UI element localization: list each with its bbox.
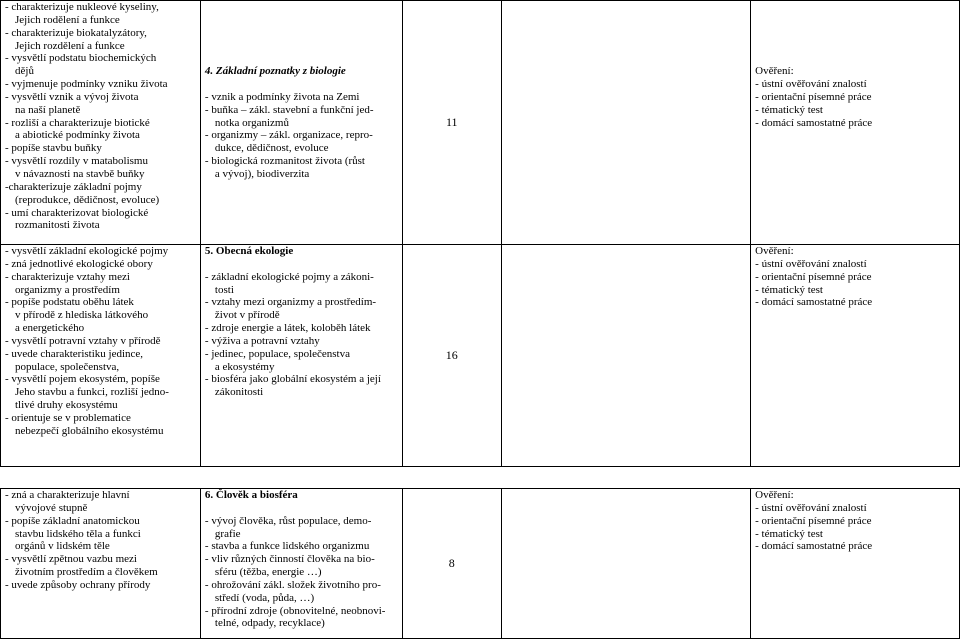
evaluation-line: - ústní ověřování znalostí [755, 257, 867, 270]
topic-line: - biosféra jako globální ekosystém a její [204, 373, 381, 386]
topic-title: 4. Základní poznatky z biologie [204, 65, 346, 78]
learning-outcomes-cell [1, 1, 201, 245]
topic-cell [200, 245, 402, 467]
empty-cell [501, 489, 750, 639]
outcome-line: - vysvětlí vznik a vývoj života [5, 90, 139, 103]
topic-line: tosti [214, 283, 234, 296]
outcome-line: a energetického [15, 322, 85, 335]
hours-cell: 11 [402, 1, 501, 245]
outcome-line: - charakterizuje vztahy mezi [5, 270, 130, 283]
evaluation-line: Ověření: [755, 489, 794, 501]
outcome-line: populace, společenstva, [15, 360, 120, 373]
learning-outcomes-cell [1, 245, 201, 467]
outcome-line: vývojové stupně [15, 501, 88, 514]
evaluation-line: - orientační písemné práce [755, 270, 872, 283]
outcome-line: a abiotické podmínky života [15, 129, 140, 142]
outcome-line: - charakterizuje biokatalyzátory, [5, 26, 147, 39]
outcome-line: - popíše stavbu buňky [5, 142, 102, 155]
topic-cell [200, 489, 402, 639]
evaluation-line: - orientační písemné práce [755, 90, 872, 103]
topic-line: - buňka – zákl. stavební a funkční jed- [204, 103, 374, 116]
topic-line: a ekosystémy [214, 360, 275, 373]
evaluation-cell [751, 489, 960, 639]
evaluation-cell [751, 1, 960, 245]
topic-line: život v přírodě [214, 309, 280, 322]
outcome-line: na naší planetě [15, 103, 81, 116]
evaluation-line: - domácí samostatné práce [755, 296, 873, 309]
topic-line: středí (voda, půda, …) [214, 591, 315, 604]
outcome-line: - umí charakterizovat biologické [5, 206, 149, 219]
outcome-line: - uvede způsoby ochrany přírody [5, 578, 151, 591]
topic-line: - stavba a funkce lidského organizmu [204, 540, 370, 553]
table-row [1, 245, 960, 467]
topic-line: - zdroje energie a látek, koloběh látek [204, 322, 371, 335]
empty-cell [501, 245, 750, 467]
outcome-line: orgánů v lidském těle [15, 540, 110, 553]
outcome-line: (reprodukce, dědičnost, evoluce) [15, 193, 160, 206]
outcome-line: - vysvětlí zpětnou vazbu mezi [5, 553, 137, 566]
evaluation-line: - tématický test [755, 527, 823, 540]
topic-line: - vliv různých činností člověka na bio- [204, 553, 375, 566]
outcome-line: - zná a charakterizuje hlavní [5, 489, 130, 501]
table-row [1, 489, 960, 639]
evaluation-line: - domácí samostatné práce [755, 540, 873, 553]
empty-cell [501, 1, 750, 245]
topic-line [201, 502, 402, 515]
topic-title: 6. Člověk a biosféra [204, 489, 298, 501]
evaluation-line: Ověření: [755, 245, 794, 257]
outcome-line: - rozliší a charakterizuje biotické [5, 116, 150, 129]
topic-line: - přírodní zdroje (obnovitelné, neobnovi- [204, 604, 386, 617]
topic-line: - základní ekologické pojmy a zákoni- [204, 270, 374, 283]
evaluation-line: Ověření: [755, 65, 794, 78]
outcome-line: organizmy a prostředím [15, 283, 120, 296]
topic-line: - jedinec, populace, společenstva [204, 347, 351, 360]
outcome-line: nebezpečí globálního ekosystému [15, 424, 164, 437]
outcome-line: - popíše základní anatomickou [5, 514, 140, 527]
outcome-line: - vysvětlí potravní vztahy v přírodě [5, 334, 161, 347]
topic-line: - výživa a potravní vztahy [204, 334, 320, 347]
outcome-line: Jejich rozdělení a funkce [15, 39, 125, 52]
outcome-line: - charakterizuje nukleové kyseliny, [5, 1, 159, 13]
topic-line: a vývoj), biodiverzita [214, 167, 310, 180]
outcome-line: tlivé druhy ekosystému [15, 399, 118, 412]
evaluation-line: - ústní ověřování znalostí [755, 78, 867, 91]
topic-line: - vývoj člověka, růst populace, demo- [204, 514, 372, 527]
outcome-line: Jeho stavbu a funkci, rozliší jedno- [15, 386, 169, 399]
topic-line: - organizmy – zákl. organizace, repro- [204, 129, 373, 142]
topic-line: grafie [214, 527, 241, 540]
topic-line: sféru (těžba, energie …) [214, 566, 322, 579]
outcome-line: -charakterizuje základní pojmy [5, 180, 142, 193]
curriculum-table-2 [0, 488, 960, 639]
outcome-line: Jejich rodělení a funkce [15, 13, 120, 26]
outcome-line: - vysvětlí základní ekologické pojmy [5, 245, 169, 257]
topic-line: - ohrožování zákl. složek životního pro- [204, 578, 381, 591]
topic-line [201, 78, 402, 91]
table-row [1, 1, 960, 245]
outcome-line: - orientuje se v problematice [5, 411, 131, 424]
outcome-line: - vysvětlí podstatu biochemických [5, 52, 157, 65]
outcome-line: - uvede charakteristiku jedince, [5, 347, 144, 360]
hours-cell: 8 [402, 489, 501, 639]
outcome-line: - vysvětlí pojem ekosystém, popíše [5, 373, 160, 386]
topic-cell [200, 1, 402, 245]
outcome-line: dějů [15, 65, 34, 78]
outcome-line: - vysvětlí rozdíly v matabolismu [5, 155, 148, 168]
evaluation-line: - tématický test [755, 283, 823, 296]
evaluation-cell [751, 245, 960, 467]
topic-line: dukce, dědičnost, evoluce [214, 142, 329, 155]
evaluation-line: - domácí samostatné práce [755, 116, 873, 129]
outcome-line: stavbu lidského těla a funkci [15, 527, 141, 540]
outcome-line: v návaznosti na stavbě buňky [15, 167, 145, 180]
topic-line: - biologická rozmanitost života (růst [204, 155, 365, 168]
hours-cell: 16 [402, 245, 501, 467]
outcome-line: rozmanitosti života [15, 219, 100, 232]
topic-line: zákonitosti [214, 386, 264, 399]
topic-line [201, 258, 402, 271]
evaluation-line: - orientační písemné práce [755, 514, 872, 527]
topic-line: - vztahy mezi organizmy a prostředím- [204, 296, 377, 309]
topic-line: notka organizmů [214, 116, 289, 129]
topic-title: 5. Obecná ekologie [204, 245, 294, 257]
learning-outcomes-cell [1, 489, 201, 639]
topic-line: - vznik a podmínky života na Zemi [204, 90, 360, 103]
outcome-line: životním prostředím a člověkem [15, 566, 158, 579]
outcome-line: - vyjmenuje podmínky vzniku života [5, 78, 168, 91]
outcome-line: - popíše podstatu oběhu látek [5, 296, 134, 309]
topic-line: telné, odpady, recyklace) [214, 617, 325, 630]
outcome-line: - zná jednotlivé ekologické obory [5, 257, 153, 270]
outcome-line: v přírodě z hlediska látkového [15, 309, 149, 322]
evaluation-line: - tématický test [755, 103, 823, 116]
evaluation-line: - ústní ověřování znalostí [755, 501, 867, 514]
